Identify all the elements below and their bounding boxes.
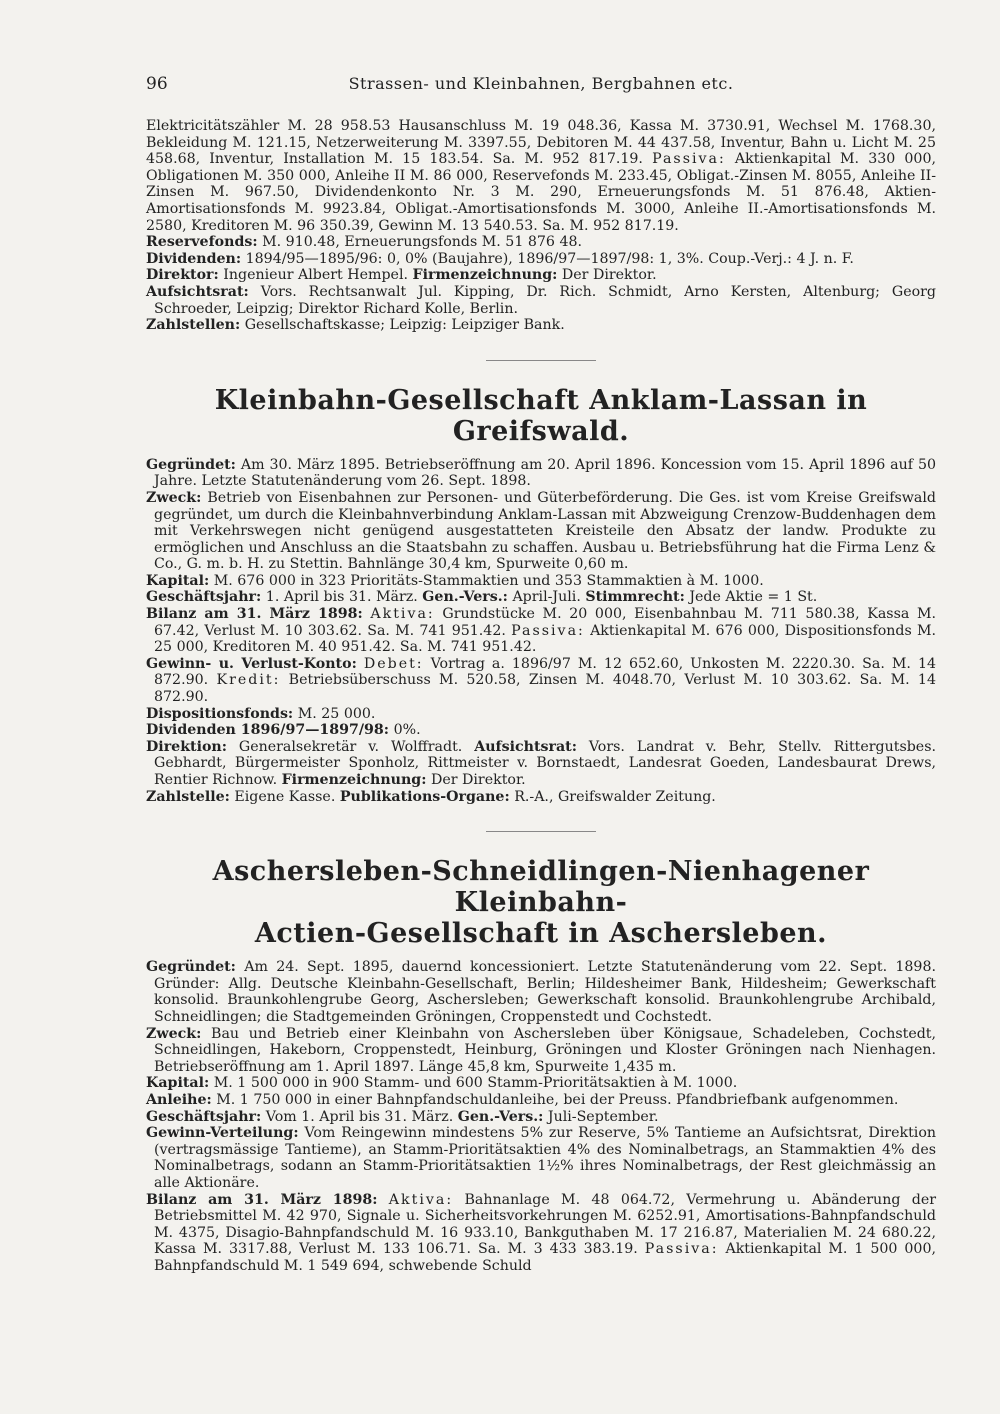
section-title-anklam-lassan: Kleinbahn-Gesellschaft Anklam-Lassan in Greifswald.	[214, 384, 868, 447]
entry-reservefonds: Reservefonds: M. 910.48, Erneuerungsfonds M. 51 876 48.	[146, 234, 583, 251]
entry-geschaeftsjahr: Geschäftsjahr: 1. April bis 31. März. Gen.-Vers.: April-Juli. Stimmrecht: Jede Aktie = 1 St.	[146, 589, 818, 606]
entry-gewinn-verlust: Gewinn- u. Verlust-Konto: Debet: Vortrag a. 1896/97 M. 12 652.60, Unkosten M. 2220.30. Sa. M. 14 872.90. Kredit: Betriebsüberschuss M. 520.58, Zinsen M. 4048.70, Verlust M. 10 303.62. Sa. M. 14 872.90.	[146, 655, 937, 706]
entry-kapital-3: Kapital: M. 1 500 000 in 900 Stamm- und 600 Stamm-Prioritätsaktien à M. 1000.	[146, 1075, 738, 1092]
running-title: Strassen- und Kleinbahnen, Bergbahnen etc.	[348, 74, 734, 93]
entry-aufsichtsrat: Aufsichtsrat: Vors. Rechtsanwalt Jul. Kipping, Dr. Rich. Schmidt, Arno Kersten, Altenburg; Georg Schroeder, Leipzig; Direktor Richard Kolle, Berlin.	[146, 283, 937, 317]
entry-gegruendet: Gegründet: Am 30. März 1895. Betriebseröffnung am 20. April 1896. Koncession vom 15. April 1896 auf 50 Jahre. Letzte Statutenänderung vom 26. Sept. 1898.	[146, 456, 937, 490]
entry-bilanz: Bilanz am 31. März 1898: Aktiva: Grundstücke M. 20 000, Eisenbahnbau M. 711 580.38, Kassa M. 67.42, Verlust M. 10 303.62. Sa. M. 741 951.42. Passiva: Aktienkapital M. 676 000, Dispositionsfonds M. 25 000, Kreditoren M. 40 951.42. Sa. M. 741 951.42.	[146, 606, 937, 656]
page-content	[146, 118, 936, 1274]
entry-direktion: Direktion: Generalsekretär v. Wolffradt. Aufsichtsrat: Vors. Landrat v. Behr, Stellv. Rittergutsbes. Gebhardt, Bürgermeister Sponholz, Rittmeister v. Bornstaedt, Landesrat Goeden, Landesbaurat Drews, Rentier Richnow. Firmenzeichnung: Der Direktor.	[146, 738, 936, 788]
entry-gewinn-verteilung-3: Gewinn-Verteilung: Vom Reingewinn mindestens 5% zur Reserve, 5% Tantieme an Aufsichtsrat, Direktion (vertragsmässige Tantieme), an Stamm-Prioritätsaktien 4% des Nominalbetrags, an Stammaktien 4% des Nominalbetrags, sodann an Stamm-Prioritätsaktien 1½% ihres Nominalbetrags, der Rest gleichmässig an alle Aktionäre.	[146, 1125, 936, 1191]
entry-kapital: Kapital: M. 676 000 in 323 Prioritäts-Stammaktien und 353 Stammaktien à M. 1000.	[146, 572, 764, 589]
entry-zweck-3: Zweck: Bau und Betrieb einer Kleinbahn von Aschersleben über Königsaue, Schadeleben, Cochstedt, Schneidlingen, Hakeborn, Croppenstedt, Heinburg, Gröningen und Kloster Gröningen nach Nienhagen. Betriebseröffnung am 1. April 1897. Länge 45,8 km, Spurweite 1,435 m.	[146, 1025, 937, 1075]
section-divider-2	[486, 831, 596, 832]
entry-zahlstelle: Zahlstelle: Eigene Kasse. Publikations-Organe: R.-A., Greifswalder Zeitung.	[146, 788, 716, 805]
entry-zahlstellen: Zahlstellen: Gesellschaftskasse; Leipzig: Leipziger Bank.	[146, 317, 565, 334]
entry-bilanz-3: Bilanz am 31. März 1898: Aktiva: Bahnanlage M. 48 064.72, Vermehrung u. Abänderung der Betriebsmittel M. 42 970, Signale u. Sicherheitsvorkehrungen M. 6252.91, Amortisations-Bahnpfandschuld M. 4375, Disagio-Bahnpfandschuld M. 16 933.10, Bankguthaben M. 17 216.87, Materialien M. 24 680.22, Kassa M. 3317.88, Verlust M. 133 106.71. Sa. M. 3 433 383.19. Passiva: Aktienkapital M. 1 500 000, Bahnpfandschuld M. 1 549 694, schwebende Schuld	[146, 1191, 937, 1274]
entry-dividenden-2: Dividenden 1896/97—1897/98: 0%.	[146, 722, 421, 739]
entry-direktor: Direktor: Ingenieur Albert Hempel. Firmenzeichnung: Der Direktor.	[146, 267, 657, 284]
balance-continuation: Elektricitätszähler M. 28 958.53 Hausanschluss M. 19 048.36, Kassa M. 3730.91, Wechsel M. 1768.30, Bekleidung M. 121.15, Netzerweiterung M. 3397.55, Debitoren M. 44 437.58, Inventur, Bahn u. Licht M. 25 458.68, Inventur, Installation M. 15 183.54. Sa. M. 952 817.19. Passiva: Aktienkapital M. 330 000, Obligationen M. 350 000, Anleihe II M. 86 000, Reservefonds M. 233.45, Obligat.-Zinsen M. 8055, Anleihe II-Zinsen M. 967.50, Dividendenkonto Nr. 3 M. 290, Erneuerungsfonds M. 51 876.48, Aktien-Amortisationsfonds M. 9923.84, Obligat.-Amortisationsfonds M. 3000, Anleihe II.-Amortisationsfonds M. 2580, Kreditoren M. 96 350.39, Gewinn M. 13 540.53. Sa. M. 952 817.19.	[146, 118, 936, 234]
entry-geschaeftsjahr-3: Geschäftsjahr: Vom 1. April bis 31. März. Gen.-Vers.: Juli-September.	[146, 1108, 659, 1125]
page-number: 96	[146, 74, 168, 94]
section-divider	[486, 360, 596, 361]
page-header	[146, 74, 936, 98]
entry-dispositionsfonds: Dispositionsfonds: M. 25 000.	[146, 705, 376, 722]
entry-gegruendet-3: Gegründet: Am 24. Sept. 1895, dauernd koncessioniert. Letzte Statutenänderung vom 22. Sept. 1898. Gründer: Allg. Deutsche Kleinbahn-Gesellschaft, Berlin; Hildesheimer Bank, Hildesheim; Gewerkschaft konsolid. Braunkohlengrube Georg, Aschersleben; Gewerkschaft konsolid. Braunkohlengrube Archibald, Schneidlingen; die Stadtgemeinden Gröningen, Croppenstedt und Cochstedt.	[146, 959, 936, 1025]
section-title-aschersleben: Aschersleben-Schneidlingen-Nienhagener Kleinbahn- Actien-Gesellschaft in Aschersleben.	[212, 856, 870, 950]
entry-anleihe-3: Anleihe: M. 1 750 000 in einer Bahnpfandschuldanleihe, bei der Preuss. Pfandbriefbank aufgenommen.	[146, 1091, 899, 1108]
entry-dividenden: Dividenden: 1894/95—1895/96: 0, 0% (Baujahre), 1896/97—1897/98: 1, 3%. Coup.-Verj.: 4 J. n. F.	[146, 250, 854, 267]
entry-zweck: Zweck: Betrieb von Eisenbahnen zur Personen- und Güterbeförderung. Die Ges. ist vom Kreise Greifswald gegründet, um durch die Kleinbahnverbindung Anklam-Lassan mit Abzweigung Crenzow-Buddenhagen dem mit Verkehrswegen nicht genügend ausgestatteten Kreisteile den Absatz der landw. Produkte zu ermöglichen und Anschluss an die Staatsbahn zu schaffen. Ausbau u. Betriebsführung hat die Firma Lenz & Co., G. m. b. H. zu Stettin. Bahnlänge 30,4 km, Spurweite 0,60 m.	[146, 489, 937, 573]
